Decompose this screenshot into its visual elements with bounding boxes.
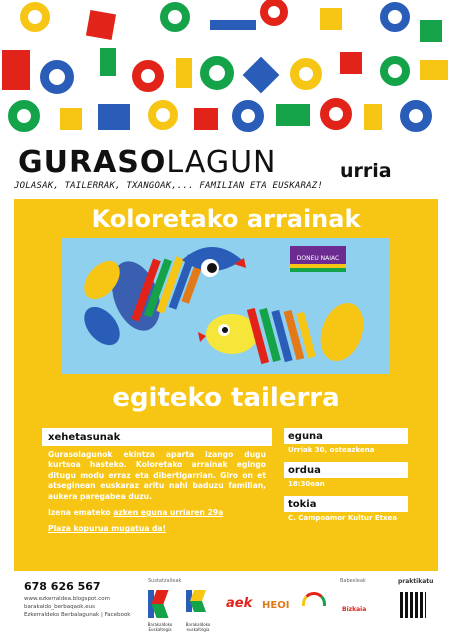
details-text: [42, 446, 272, 558]
aek-logo: aek: [226, 596, 253, 611]
register-deadline: azken eguna urriaren 29a: [113, 508, 224, 518]
day-box: [284, 428, 408, 444]
fish-photo: [62, 238, 390, 374]
details-heading: xehetasunak: [48, 432, 121, 443]
logo-bold: GURASO: [18, 144, 167, 180]
footer-line-3[interactable]: Ezkerraldeko Berbalagunak | Facebook: [24, 612, 131, 618]
promoters-label: Sustatzaileak: [148, 578, 182, 584]
places-note: Plaza kopurua mugatua da!: [48, 524, 167, 534]
euskaltegia-logo-2: [186, 590, 208, 620]
confetti-header: [0, 0, 452, 140]
month-label: urria: [340, 160, 392, 182]
day-value: Urriak 30, osteazkena: [284, 444, 408, 458]
qr-code[interactable]: [400, 592, 426, 618]
fish-illustration: [62, 238, 390, 374]
bizkaia-logo: Bizkaia: [342, 606, 367, 613]
euskaltegia-caption-1: Barakaldoko Euskaltegia: [147, 622, 173, 632]
register-line: [48, 508, 266, 518]
logo-light: LAGUN: [166, 144, 277, 180]
phone-number: 678 626 567: [24, 580, 101, 593]
place-box: [284, 496, 408, 512]
euskaltegia-caption-2: Barakaldoko euskaltegia: [185, 622, 211, 632]
praktikatu-logo: praktikatu: [398, 578, 434, 585]
footer-line-2[interactable]: barakaldo_berbaqaok.eus: [24, 604, 95, 610]
tagline: JOLASAK, TAILERRAK, TXANGOAK,... FAMILIAN ETA EUSKARAZ!: [14, 181, 324, 191]
details-paragraph: Gurasolagunok ekintza aparta izango dugu kurtsoa hasteko. Koloretako arrainak egingo ditugu modu erraz eta dibertigarrian. Giro on et atseginean euskaraz aritu nahi baduzu familian, aukera paregabea duzu.: [48, 450, 266, 501]
footer-line-1[interactable]: www.ezkerraldea.blogspot.com: [24, 596, 110, 602]
gurasolagun-logo: [18, 144, 276, 180]
title-bottom: egiteko tailerra: [112, 383, 340, 413]
time-label: ordua: [288, 465, 321, 476]
day-label: eguna: [288, 431, 323, 442]
sponsors-label: Babesleak: [340, 578, 366, 584]
time-box: [284, 462, 408, 478]
place-label: tokia: [288, 499, 317, 510]
title-top: Koloretako arrainak: [91, 205, 361, 233]
euskaltegia-logo-1: [148, 590, 170, 620]
register-prefix: Izena emateko: [48, 508, 114, 518]
place-value: C. Campoamor Kultur Etxea: [284, 512, 408, 534]
yellow-fish-bones: [247, 308, 316, 364]
photo-sign-text: DONEU NAIAC: [296, 255, 340, 262]
time-value: 18:30ean: [284, 478, 408, 492]
heoi-logo: HEOI: [262, 600, 290, 611]
rainbow-logo: [302, 592, 326, 606]
